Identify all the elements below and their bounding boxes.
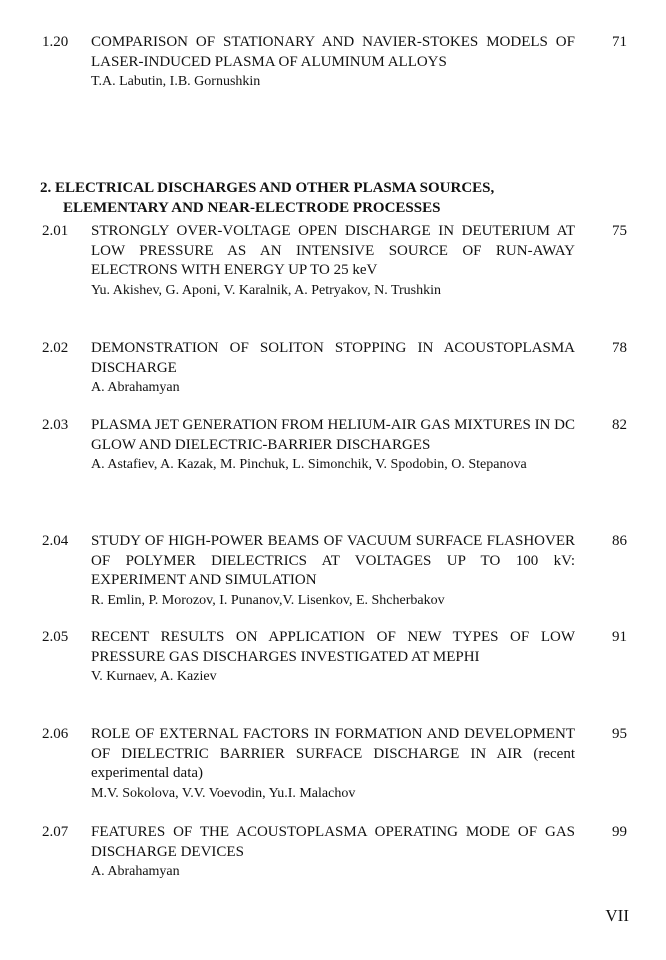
entry-authors: A. Abrahamyan (91, 864, 180, 880)
entry-page-number: 95 (612, 726, 627, 742)
entry-authors: A. Abrahamyan (91, 380, 180, 396)
entry-title-block (91, 416, 575, 475)
entry-title-block (91, 33, 575, 92)
entry-page-number: 99 (612, 824, 627, 840)
entry-authors: V. Kurnaev, A. Kaziev (91, 669, 217, 685)
entry-number: 2.03 (42, 417, 69, 433)
entry-number: 2.02 (42, 340, 69, 356)
entry-title: STRONGLY OVER-VOLTAGE OPEN DISCHARGE IN DEUTERIUM AT LOW PRESSURE AS AN INTENSIVE SOURCE OF RUN-AWAY ELECTRONS WITH ENERGY UP TO 25 keV (91, 223, 575, 279)
entry-title: ROLE OF EXTERNAL FACTORS IN FORMATION AND DEVELOPMENT OF DIELECTRIC BARRIER SURFACE DISCHARGE IN AIR (recent experimental data) (91, 726, 575, 782)
entry-page-number: 71 (612, 34, 627, 50)
entry-page-number: 86 (612, 533, 627, 549)
entry-title: STUDY OF HIGH-POWER BEAMS OF VACUUM SURFACE FLASHOVER OF POLYMER DIELECTRICS AT VOLTAGES UP TO 100 kV: EXPERIMENT AND SIMULATION (91, 533, 575, 589)
entry-page-number: 78 (612, 340, 627, 356)
entry-number: 1.20 (42, 34, 69, 50)
entry-title-block (91, 628, 575, 687)
section-heading-line-1: 2. ELECTRICAL DISCHARGES AND OTHER PLASMA SOURCES, (40, 180, 495, 196)
entry-title-block (91, 532, 575, 610)
entry-title: DEMONSTRATION OF SOLITON STOPPING IN ACOUSTOPLASMA DISCHARGE (91, 340, 575, 376)
entry-title-block (91, 222, 575, 300)
entry-title: PLASMA JET GENERATION FROM HELIUM-AIR GAS MIXTURES IN DC GLOW AND DIELECTRIC-BARRIER DISCHARGES (91, 417, 575, 453)
entry-title-block (91, 725, 575, 803)
entry-page-number: 75 (612, 223, 627, 239)
entry-number: 2.01 (42, 223, 69, 239)
entry-authors: A. Astafiev, A. Kazak, M. Pinchuk, L. Simonchik, V. Spodobin, O. Stepanova (91, 457, 527, 473)
page-folio: VII (605, 906, 629, 925)
entry-authors: R. Emlin, P. Morozov, I. Punanov,V. Lisenkov, E. Shcherbakov (91, 592, 445, 608)
section-heading (40, 178, 625, 218)
entry-page-number: 82 (612, 417, 627, 433)
entry-authors: T.A. Labutin, I.B. Gornushkin (91, 74, 261, 90)
entry-number: 2.05 (42, 629, 69, 645)
entry-title: RECENT RESULTS ON APPLICATION OF NEW TYPES OF LOW PRESSURE GAS DISCHARGES INVESTIGATED AT MEPHI (91, 629, 575, 665)
section-heading-line-2: ELEMENTARY AND NEAR-ELECTRODE PROCESSES (63, 200, 441, 216)
entry-title-block (91, 339, 575, 398)
entry-authors: M.V. Sokolova, V.V. Voevodin, Yu.I. Malachov (91, 785, 356, 801)
entry-page-number: 91 (612, 629, 627, 645)
entry-title: FEATURES OF THE ACOUSTOPLASMA OPERATING MODE OF GAS DISCHARGE DEVICES (91, 824, 575, 860)
entry-number: 2.06 (42, 726, 69, 742)
entry-number: 2.07 (42, 824, 69, 840)
entry-number: 2.04 (42, 533, 69, 549)
entry-title-block (91, 823, 575, 882)
entry-title: COMPARISON OF STATIONARY AND NAVIER-STOKES MODELS OF LASER-INDUCED PLASMA OF ALUMINUM ALLOYS (91, 34, 575, 70)
entry-authors: Yu. Akishev, G. Aponi, V. Karalnik, A. Petryakov, N. Trushkin (91, 282, 442, 298)
